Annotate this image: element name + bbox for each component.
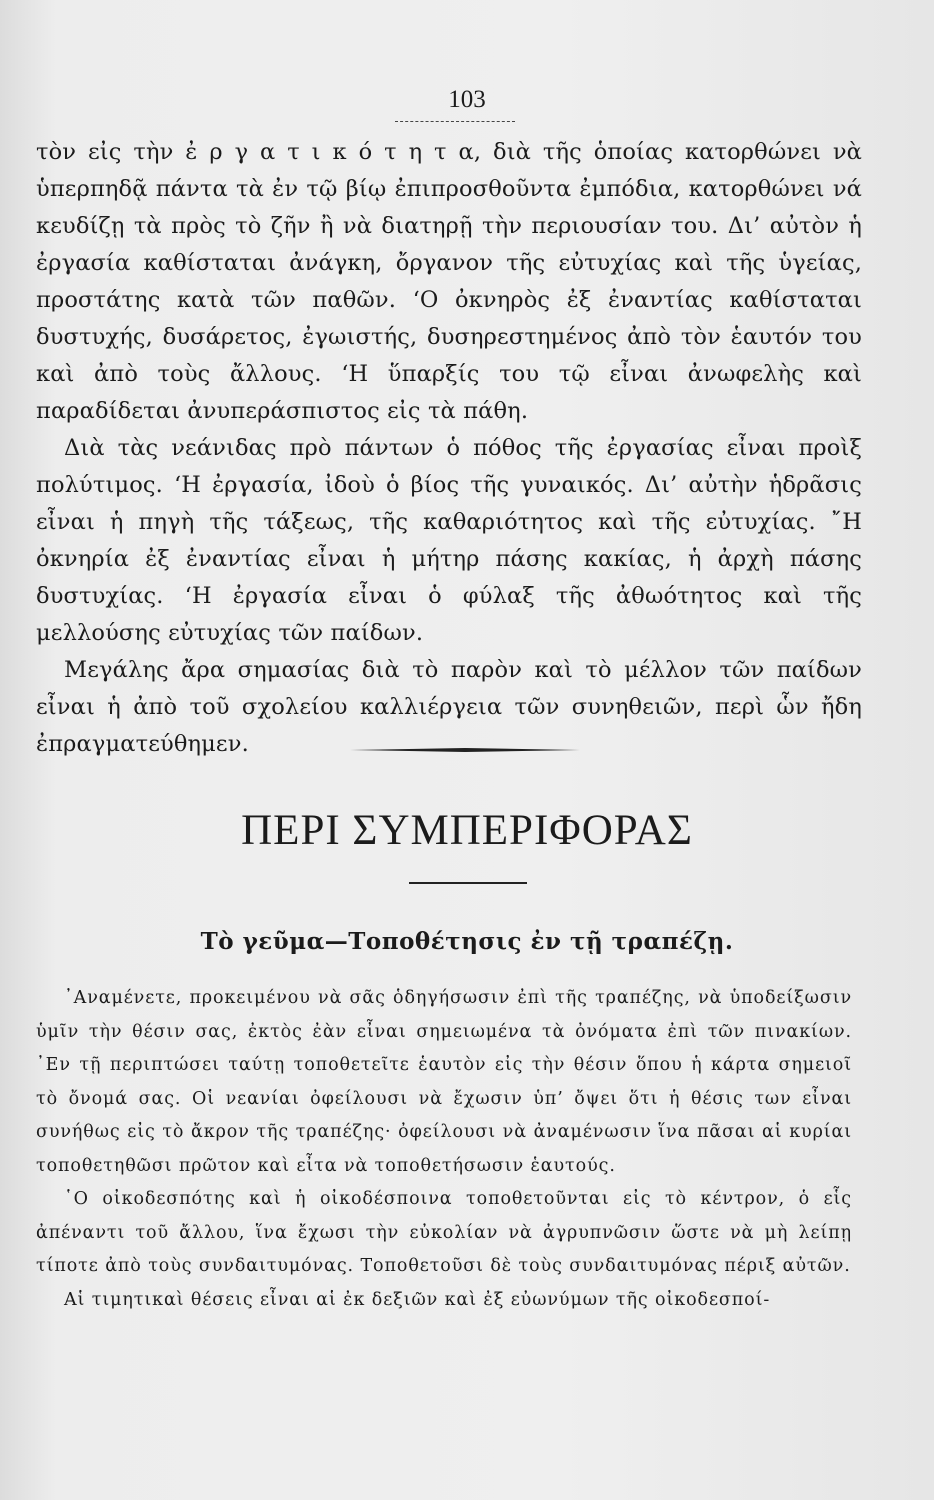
body-text-bottom: [36, 982, 852, 1317]
paragraph: Μεγάλης ἄρα σημασίας διὰ τὸ παρὸν καὶ τὸ μέλλον τῶν παίδων εἶναι ἡ ἀπὸ τοῦ σχολείου καλλιέργεια τῶν συνηθειῶν, περὶ ὧν ἤδη ἐπραγματεύθημεν.: [36, 657, 862, 757]
page-number-rule: [395, 121, 515, 122]
paragraph: Αἱ τιμητικαὶ θέσεις εἶναι αἱ ἐκ δεξιῶν καὶ ἐξ εὐωνύμων τῆς οἰκοδεσποί-: [64, 1289, 771, 1310]
section-title: ΠΕΡΙ ΣΥΜΠΕΡΙΦΟΡΑΣ: [241, 807, 693, 854]
ornamental-divider: [350, 744, 580, 756]
paragraph: ᾿Αναμένετε, προκειμένου νὰ σᾶς ὁδηγήσωσιν ἐπὶ τῆς τραπέζης, νὰ ὑποδείξωσιν ὑμῖν τὴν θέσιν σας, ἐκτὸς ἐὰν εἶναι σημειωμένα τὰ ὀνόματα ἐπὶ τῶν πινακίων. ᾿Εν τῇ περιπτώσει ταύτῃ τοποθετεῖτε ἑαυτὸν εἰς τὴν θέσιν ὅπου ἡ κάρτα σημειοῖ τὸ ὄνομά σας. Οἱ νεανίαι ὀφείλουσι νὰ ἔχωσιν ὑπ’ ὄψει ὅτι ἡ θέσις των εἶναι συνήθως εἰς τὸ ἄκρον τῆς τραπέζης· ὀφείλουσι νὰ ἀναμένωσιν ἵνα πᾶσαι αἱ κυρίαι τοποθετηθῶσι πρῶτον καὶ εἶτα νὰ τοποθετήσωσιν ἑαυτούς.: [36, 988, 852, 1176]
subsection-title: Τὸ γεῦμα—Τοποθέτησις ἐν τῇ τραπέζῃ.: [200, 928, 734, 955]
body-text-top: [36, 134, 862, 763]
paragraph: Διὰ τὰς νεάνιδας πρὸ πάντων ὁ πόθος τῆς ἐργασίας εἶναι προὶξ πολύτιμος. ‘Η ἐργασία, ἰδοὺ ὁ βίος τῆς γυναικός. Δι’ αὐτὴν ἡδρᾶσις εἶναι ἡ πηγὴ τῆς τάξεως, τῆς καθαριότητος καὶ τῆς εὐτυχίας. ῎Η ὀκνηρία ἐξ ἐναντίας εἶναι ἡ μήτηρ πάσης κακίας, ἡ ἀρχὴ πάσης δυστυχίας. ‘Η ἐργασία εἶναι ὁ φύλαξ τῆς ἀθωότητος καὶ τῆς μελλούσης εὐτυχίας τῶν παίδων.: [36, 435, 862, 646]
paragraph: ῾Ο οἰκοδεσπότης καὶ ἡ οἰκοδέσποινα τοποθετοῦνται εἰς τὸ κέντρον, ὁ εἷς ἀπέναντι τοῦ ἄλλου, ἵνα ἔχωσι τὴν εὐκολίαν νὰ ἀγρυπνῶσιν ὥστε νὰ μὴ λείπῃ τίποτε ἀπὸ τοὺς συνδαιτυμόνας. Τοποθετοῦσι δὲ τοὺς συνδαιτυμόνας πέριξ αὐτῶν.: [36, 1189, 852, 1276]
page-number: 103: [448, 86, 486, 113]
paragraph: τὸν εἰς τὴν ἐ ρ γ α τ ι κ ό τ η τ α, διὰ τῆς ὁποίας κατορθώνει νὰ ὑπερπηδᾷ πάντα τὰ ἐν τῷ βίῳ ἐπιπροσθοῦντα ἐμπόδια, κατορθώνει νά κευδίζῃ τὰ πρὸς τὸ ζῆν ἢ νὰ διατηρῇ τὴν περιουσίαν του. Δι’ αὐτὸν ἡ ἐργασία καθίσταται ἀνάγκη, ὄργανον τῆς εὐτυχίας καὶ τῆς ὑγείας, προστάτης κατὰ τῶν παθῶν. ‘Ο ὀκνηρὸς ἐξ ἐναντίας καθίσταται δυστυχής, δυσάρετος, ἐγωιστής, δυσηρεστημένος ἀπὸ τὸν ἑαυτόν του καὶ ἀπὸ τοὺς ἄλλους. ‘Η ὕπαρξίς του τῷ εἶναι ἀνωφελὴς καὶ παραδίδεται ἀνυπεράσπιστος εἰς τὰ πάθη.: [36, 139, 862, 424]
title-rule: [409, 882, 527, 884]
